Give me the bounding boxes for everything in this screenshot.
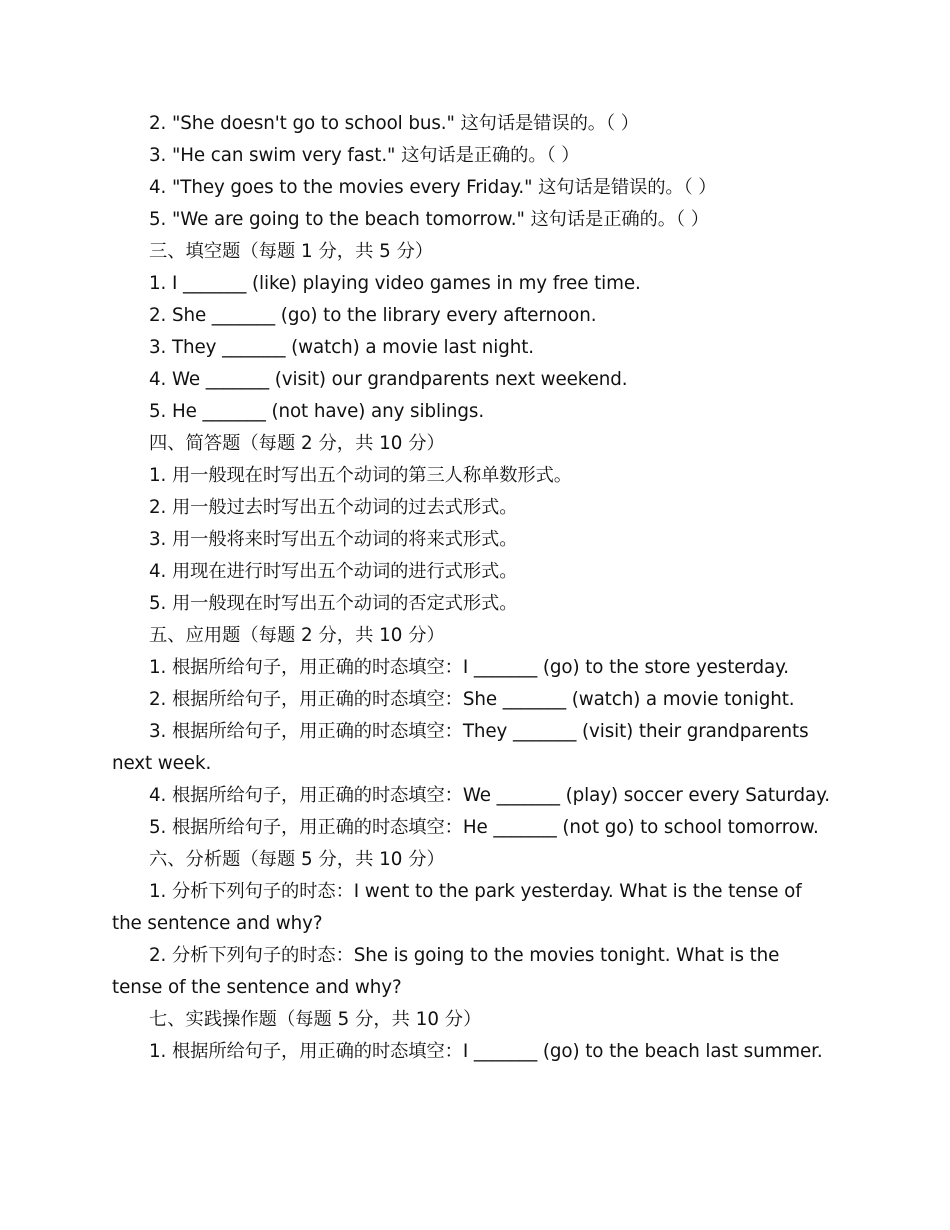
- application-item-2: 2. 根据所给句子，用正确的时态填空：She _______ (watch) a movie tonight.: [149, 689, 795, 710]
- judgement-item-5: 5. "We are going to the beach tomorrow." 这句话是正确的。（ ）: [149, 209, 709, 230]
- application-item-1: 1. 根据所给句子，用正确的时态填空：I _______ (go) to the store yesterday.: [149, 657, 789, 678]
- section-heading-analysis: 六、分析题（每题 5 分，共 10 分）: [149, 849, 445, 870]
- analysis-item-2: 2. 分析下列句子的时态：She is going to the movies tonight. What is the tense of the sentence and why?: [112, 945, 780, 998]
- fill-in-item-1: 1. I _______ (like) playing video games in my free time.: [149, 273, 641, 294]
- fill-in-item-4: 4. We _______ (visit) our grandparents next weekend.: [149, 369, 628, 390]
- section-heading-practice: 七、实践操作题（每题 5 分，共 10 分）: [149, 1009, 482, 1030]
- short-answer-item-5: 5. 用一般现在时写出五个动词的否定式形式。: [149, 593, 518, 614]
- judgement-item-2: 2. "She doesn't go to school bus." 这句话是错误的。（ ）: [149, 113, 639, 134]
- fill-in-item-2: 2. She _______ (go) to the library every afternoon.: [149, 305, 597, 326]
- section-heading-short-answer: 四、简答题（每题 2 分，共 10 分）: [149, 433, 445, 454]
- short-answer-item-1: 1. 用一般现在时写出五个动词的第三人称单数形式。: [149, 465, 572, 486]
- short-answer-item-2: 2. 用一般过去时写出五个动词的过去式形式。: [149, 497, 518, 518]
- document-body: [112, 108, 832, 1068]
- application-item-3: 3. 根据所给句子，用正确的时态填空：They _______ (visit) their grandparents next week.: [112, 721, 809, 774]
- fill-in-item-5: 5. He _______ (not have) any siblings.: [149, 401, 485, 422]
- fill-in-item-3: 3. They _______ (watch) a movie last night.: [149, 337, 534, 358]
- short-answer-item-3: 3. 用一般将来时写出五个动词的将来式形式。: [149, 529, 518, 550]
- analysis-item-1: 1. 分析下列句子的时态：I went to the park yesterday. What is the tense of the sentence and why?: [112, 881, 802, 934]
- judgement-item-3: 3. "He can swim very fast." 这句话是正确的。（ ）: [149, 145, 580, 166]
- application-item-4: 4. 根据所给句子，用正确的时态填空：We _______ (play) soccer every Saturday.: [149, 785, 830, 806]
- section-heading-application: 五、应用题（每题 2 分，共 10 分）: [149, 625, 445, 646]
- application-item-5: 5. 根据所给句子，用正确的时态填空：He _______ (not go) to school tomorrow.: [149, 817, 819, 838]
- practice-item-1: 1. 根据所给句子，用正确的时态填空：I _______ (go) to the beach last summer.: [149, 1041, 823, 1062]
- short-answer-item-4: 4. 用现在进行时写出五个动词的进行式形式。: [149, 561, 518, 582]
- judgement-item-4: 4. "They goes to the movies every Friday." 这句话是错误的。（ ）: [149, 177, 717, 198]
- section-heading-fill-in: 三、填空题（每题 1 分，共 5 分）: [149, 241, 434, 262]
